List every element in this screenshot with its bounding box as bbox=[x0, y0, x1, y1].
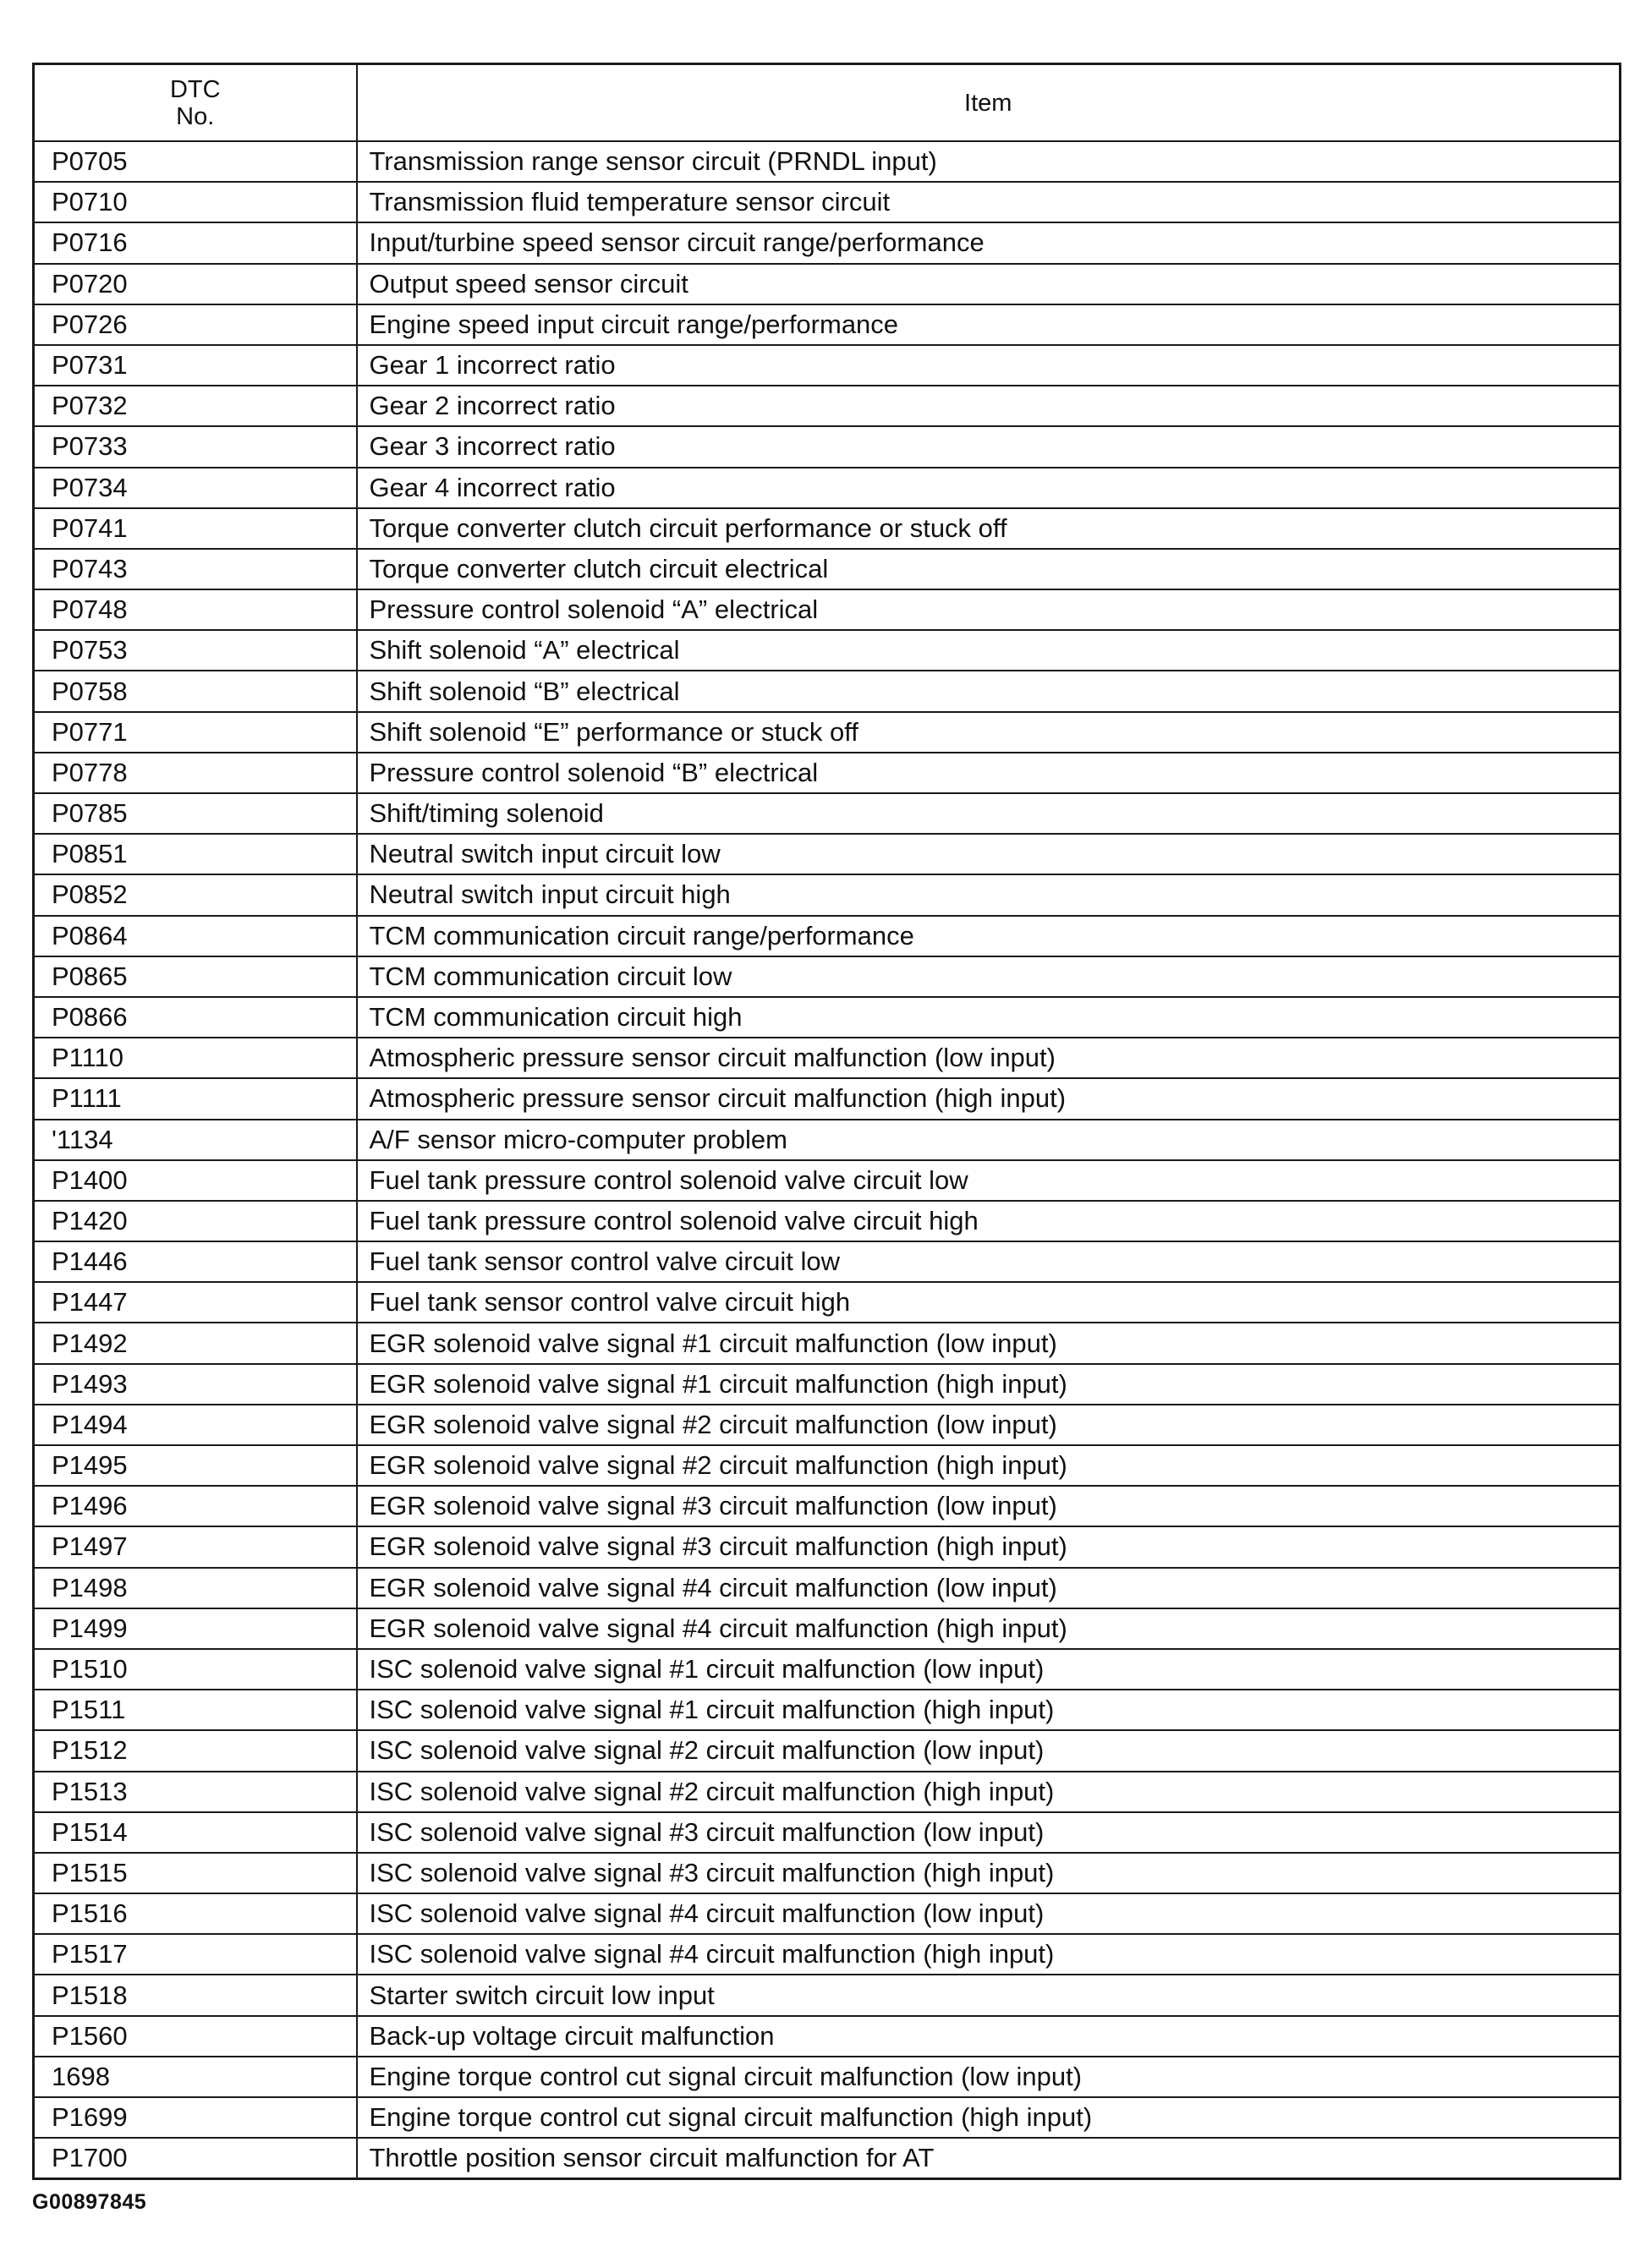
header-dtc-line1: DTC bbox=[169, 75, 221, 103]
header-dtc-line2: No. bbox=[176, 102, 215, 130]
table-row bbox=[34, 1568, 1621, 1608]
dtc-item-cell: ISC solenoid valve signal #1 circuit malfunction (low input) bbox=[357, 1649, 1621, 1690]
table-row bbox=[34, 1772, 1621, 1812]
table-row bbox=[34, 182, 1621, 222]
dtc-code-cell: P0726 bbox=[34, 304, 357, 345]
table-row bbox=[34, 2138, 1621, 2179]
dtc-item-cell: EGR solenoid valve signal #2 circuit malfunction (low input) bbox=[357, 1405, 1621, 1445]
dtc-code-cell: P1512 bbox=[34, 1730, 357, 1771]
dtc-code-cell: '1134 bbox=[34, 1120, 357, 1160]
table-row bbox=[34, 834, 1621, 874]
header-item: Item bbox=[357, 64, 1621, 142]
dtc-code-cell: P1110 bbox=[34, 1038, 357, 1078]
dtc-item-cell: EGR solenoid valve signal #4 circuit malfunction (low input) bbox=[357, 1568, 1621, 1608]
table-row bbox=[34, 1201, 1621, 1241]
dtc-item-cell: ISC solenoid valve signal #1 circuit malfunction (high input) bbox=[357, 1690, 1621, 1730]
dtc-item-cell: Pressure control solenoid “A” electrical bbox=[357, 589, 1621, 630]
dtc-table-container bbox=[32, 63, 1619, 2180]
dtc-item-cell: ISC solenoid valve signal #3 circuit malfunction (high input) bbox=[357, 1853, 1621, 1893]
dtc-code-cell: P1513 bbox=[34, 1772, 357, 1812]
dtc-item-cell: Shift solenoid “A” electrical bbox=[357, 630, 1621, 671]
dtc-item-cell: Neutral switch input circuit low bbox=[357, 834, 1621, 874]
dtc-code-cell: P1510 bbox=[34, 1649, 357, 1690]
dtc-item-cell: Output speed sensor circuit bbox=[357, 264, 1621, 304]
table-row bbox=[34, 1241, 1621, 1282]
table-row bbox=[34, 1934, 1621, 1975]
dtc-item-cell: ISC solenoid valve signal #2 circuit malfunction (low input) bbox=[357, 1730, 1621, 1771]
table-row bbox=[34, 1323, 1621, 1363]
table-row bbox=[34, 793, 1621, 834]
dtc-item-cell: TCM communication circuit low bbox=[357, 956, 1621, 997]
figure-id: G00897845 bbox=[32, 2190, 147, 2214]
dtc-item-cell: Shift solenoid “B” electrical bbox=[357, 671, 1621, 711]
dtc-code-cell: P0866 bbox=[34, 997, 357, 1038]
dtc-code-cell: P0748 bbox=[34, 589, 357, 630]
dtc-item-cell: Atmospheric pressure sensor circuit malfunction (low input) bbox=[357, 1038, 1621, 1078]
table-row bbox=[34, 874, 1621, 915]
dtc-code-cell: P0710 bbox=[34, 182, 357, 222]
table-row bbox=[34, 1853, 1621, 1893]
dtc-item-cell: Input/turbine speed sensor circuit range/performance bbox=[357, 222, 1621, 263]
dtc-item-cell: ISC solenoid valve signal #4 circuit malfunction (high input) bbox=[357, 1934, 1621, 1975]
dtc-item-cell: Gear 3 incorrect ratio bbox=[357, 426, 1621, 467]
dtc-code-cell: P1493 bbox=[34, 1364, 357, 1405]
dtc-item-cell: Fuel tank pressure control solenoid valve circuit high bbox=[357, 1201, 1621, 1241]
dtc-item-cell: A/F sensor micro-computer problem bbox=[357, 1120, 1621, 1160]
table-row bbox=[34, 712, 1621, 753]
table-row bbox=[34, 386, 1621, 426]
dtc-item-cell: Engine torque control cut signal circuit malfunction (low input) bbox=[357, 2057, 1621, 2097]
dtc-code-cell: P1420 bbox=[34, 1201, 357, 1241]
dtc-code-cell: P1400 bbox=[34, 1160, 357, 1201]
dtc-item-cell: ISC solenoid valve signal #2 circuit malfunction (high input) bbox=[357, 1772, 1621, 1812]
table-row bbox=[34, 956, 1621, 997]
dtc-code-cell: P0753 bbox=[34, 630, 357, 671]
dtc-code-cell: P0771 bbox=[34, 712, 357, 753]
table-row bbox=[34, 630, 1621, 671]
dtc-item-cell: Starter switch circuit low input bbox=[357, 1975, 1621, 2015]
dtc-item-cell: Shift/timing solenoid bbox=[357, 793, 1621, 834]
dtc-item-cell: Torque converter clutch circuit performance or stuck off bbox=[357, 508, 1621, 549]
table-row bbox=[34, 508, 1621, 549]
dtc-code-cell: P1111 bbox=[34, 1078, 357, 1119]
dtc-item-cell: Gear 1 incorrect ratio bbox=[357, 345, 1621, 386]
table-row bbox=[34, 671, 1621, 711]
header-row bbox=[34, 64, 1621, 142]
dtc-code-cell: P1516 bbox=[34, 1893, 357, 1934]
dtc-code-cell: P1495 bbox=[34, 1445, 357, 1486]
dtc-code-cell: P1699 bbox=[34, 2097, 357, 2138]
dtc-code-cell: P0758 bbox=[34, 671, 357, 711]
dtc-code-cell: P0741 bbox=[34, 508, 357, 549]
dtc-code-cell: P1515 bbox=[34, 1853, 357, 1893]
dtc-item-cell: EGR solenoid valve signal #2 circuit malfunction (high input) bbox=[357, 1445, 1621, 1486]
table-row bbox=[34, 916, 1621, 956]
dtc-code-cell: P0705 bbox=[34, 141, 357, 182]
dtc-item-cell: TCM communication circuit high bbox=[357, 997, 1621, 1038]
dtc-item-cell: Transmission fluid temperature sensor circuit bbox=[357, 182, 1621, 222]
table-row bbox=[34, 426, 1621, 467]
dtc-item-cell: Gear 4 incorrect ratio bbox=[357, 468, 1621, 508]
dtc-code-cell: P0732 bbox=[34, 386, 357, 426]
dtc-item-cell: Gear 2 incorrect ratio bbox=[357, 386, 1621, 426]
dtc-item-cell: Fuel tank sensor control valve circuit high bbox=[357, 1282, 1621, 1323]
table-row bbox=[34, 1526, 1621, 1567]
dtc-code-cell: P0716 bbox=[34, 222, 357, 263]
dtc-code-cell: P0864 bbox=[34, 916, 357, 956]
table-row bbox=[34, 2097, 1621, 2138]
table-row bbox=[34, 468, 1621, 508]
dtc-code-cell: P1517 bbox=[34, 1934, 357, 1975]
header-dtc-no bbox=[34, 64, 357, 142]
dtc-code-cell: P1511 bbox=[34, 1690, 357, 1730]
dtc-item-cell: Neutral switch input circuit high bbox=[357, 874, 1621, 915]
dtc-code-cell: P1498 bbox=[34, 1568, 357, 1608]
dtc-item-cell: EGR solenoid valve signal #1 circuit malfunction (low input) bbox=[357, 1323, 1621, 1363]
dtc-item-cell: Shift solenoid “E” performance or stuck off bbox=[357, 712, 1621, 753]
table-row bbox=[34, 1812, 1621, 1853]
table-row bbox=[34, 141, 1621, 182]
dtc-item-cell: Engine torque control cut signal circuit malfunction (high input) bbox=[357, 2097, 1621, 2138]
dtc-code-cell: P1700 bbox=[34, 2138, 357, 2179]
table-row bbox=[34, 1690, 1621, 1730]
dtc-item-cell: Pressure control solenoid “B” electrical bbox=[357, 753, 1621, 793]
dtc-item-cell: Fuel tank pressure control solenoid valve circuit low bbox=[357, 1160, 1621, 1201]
table-row bbox=[34, 264, 1621, 304]
table-row bbox=[34, 589, 1621, 630]
table-row bbox=[34, 1975, 1621, 2015]
dtc-item-cell: Engine speed input circuit range/performance bbox=[357, 304, 1621, 345]
table-row bbox=[34, 1649, 1621, 1690]
dtc-item-cell: Back-up voltage circuit malfunction bbox=[357, 2016, 1621, 2057]
table-row bbox=[34, 1405, 1621, 1445]
dtc-code-cell: P0865 bbox=[34, 956, 357, 997]
table-row bbox=[34, 304, 1621, 345]
dtc-table-body bbox=[34, 141, 1621, 2179]
dtc-code-cell: P1499 bbox=[34, 1608, 357, 1649]
dtc-item-cell: EGR solenoid valve signal #1 circuit malfunction (high input) bbox=[357, 1364, 1621, 1405]
dtc-item-cell: Throttle position sensor circuit malfunction for AT bbox=[357, 2138, 1621, 2179]
dtc-item-cell: ISC solenoid valve signal #4 circuit malfunction (low input) bbox=[357, 1893, 1621, 1934]
table-row bbox=[34, 2016, 1621, 2057]
table-row bbox=[34, 1038, 1621, 1078]
table-row bbox=[34, 222, 1621, 263]
dtc-code-cell: P1497 bbox=[34, 1526, 357, 1567]
table-row bbox=[34, 753, 1621, 793]
dtc-item-cell: Fuel tank sensor control valve circuit low bbox=[357, 1241, 1621, 1282]
dtc-item-cell: Transmission range sensor circuit (PRNDL input) bbox=[357, 141, 1621, 182]
dtc-item-cell: EGR solenoid valve signal #4 circuit malfunction (high input) bbox=[357, 1608, 1621, 1649]
table-row bbox=[34, 1160, 1621, 1201]
dtc-item-cell: Torque converter clutch circuit electrical bbox=[357, 549, 1621, 589]
table-row bbox=[34, 1078, 1621, 1119]
table-row bbox=[34, 549, 1621, 589]
dtc-code-cell: P0733 bbox=[34, 426, 357, 467]
table-row bbox=[34, 997, 1621, 1038]
dtc-code-cell: P1492 bbox=[34, 1323, 357, 1363]
table-row bbox=[34, 1364, 1621, 1405]
table-row bbox=[34, 1893, 1621, 1934]
table-row bbox=[34, 1445, 1621, 1486]
dtc-code-cell: P0731 bbox=[34, 345, 357, 386]
dtc-code-cell: P1560 bbox=[34, 2016, 357, 2057]
dtc-code-cell: P1518 bbox=[34, 1975, 357, 2015]
dtc-code-cell: P1494 bbox=[34, 1405, 357, 1445]
dtc-item-cell: EGR solenoid valve signal #3 circuit malfunction (high input) bbox=[357, 1526, 1621, 1567]
dtc-code-cell: P0743 bbox=[34, 549, 357, 589]
dtc-code-cell: P0778 bbox=[34, 753, 357, 793]
table-row bbox=[34, 1730, 1621, 1771]
dtc-code-cell: P1514 bbox=[34, 1812, 357, 1853]
dtc-code-cell: P0734 bbox=[34, 468, 357, 508]
dtc-code-cell: P0785 bbox=[34, 793, 357, 834]
dtc-code-cell: P0720 bbox=[34, 264, 357, 304]
dtc-code-cell: P1446 bbox=[34, 1241, 357, 1282]
dtc-table bbox=[32, 63, 1621, 2180]
dtc-item-cell: EGR solenoid valve signal #3 circuit malfunction (low input) bbox=[357, 1486, 1621, 1526]
table-row bbox=[34, 1608, 1621, 1649]
dtc-code-cell: P0852 bbox=[34, 874, 357, 915]
table-row bbox=[34, 1282, 1621, 1323]
dtc-code-cell: P1496 bbox=[34, 1486, 357, 1526]
dtc-item-cell: TCM communication circuit range/performance bbox=[357, 916, 1621, 956]
dtc-code-cell: P1447 bbox=[34, 1282, 357, 1323]
table-row bbox=[34, 2057, 1621, 2097]
table-row bbox=[34, 345, 1621, 386]
table-row bbox=[34, 1486, 1621, 1526]
dtc-item-cell: ISC solenoid valve signal #3 circuit malfunction (low input) bbox=[357, 1812, 1621, 1853]
dtc-table-header bbox=[34, 64, 1621, 142]
dtc-item-cell: Atmospheric pressure sensor circuit malfunction (high input) bbox=[357, 1078, 1621, 1119]
table-row bbox=[34, 1120, 1621, 1160]
dtc-code-cell: P0851 bbox=[34, 834, 357, 874]
dtc-code-cell: 1698 bbox=[34, 2057, 357, 2097]
